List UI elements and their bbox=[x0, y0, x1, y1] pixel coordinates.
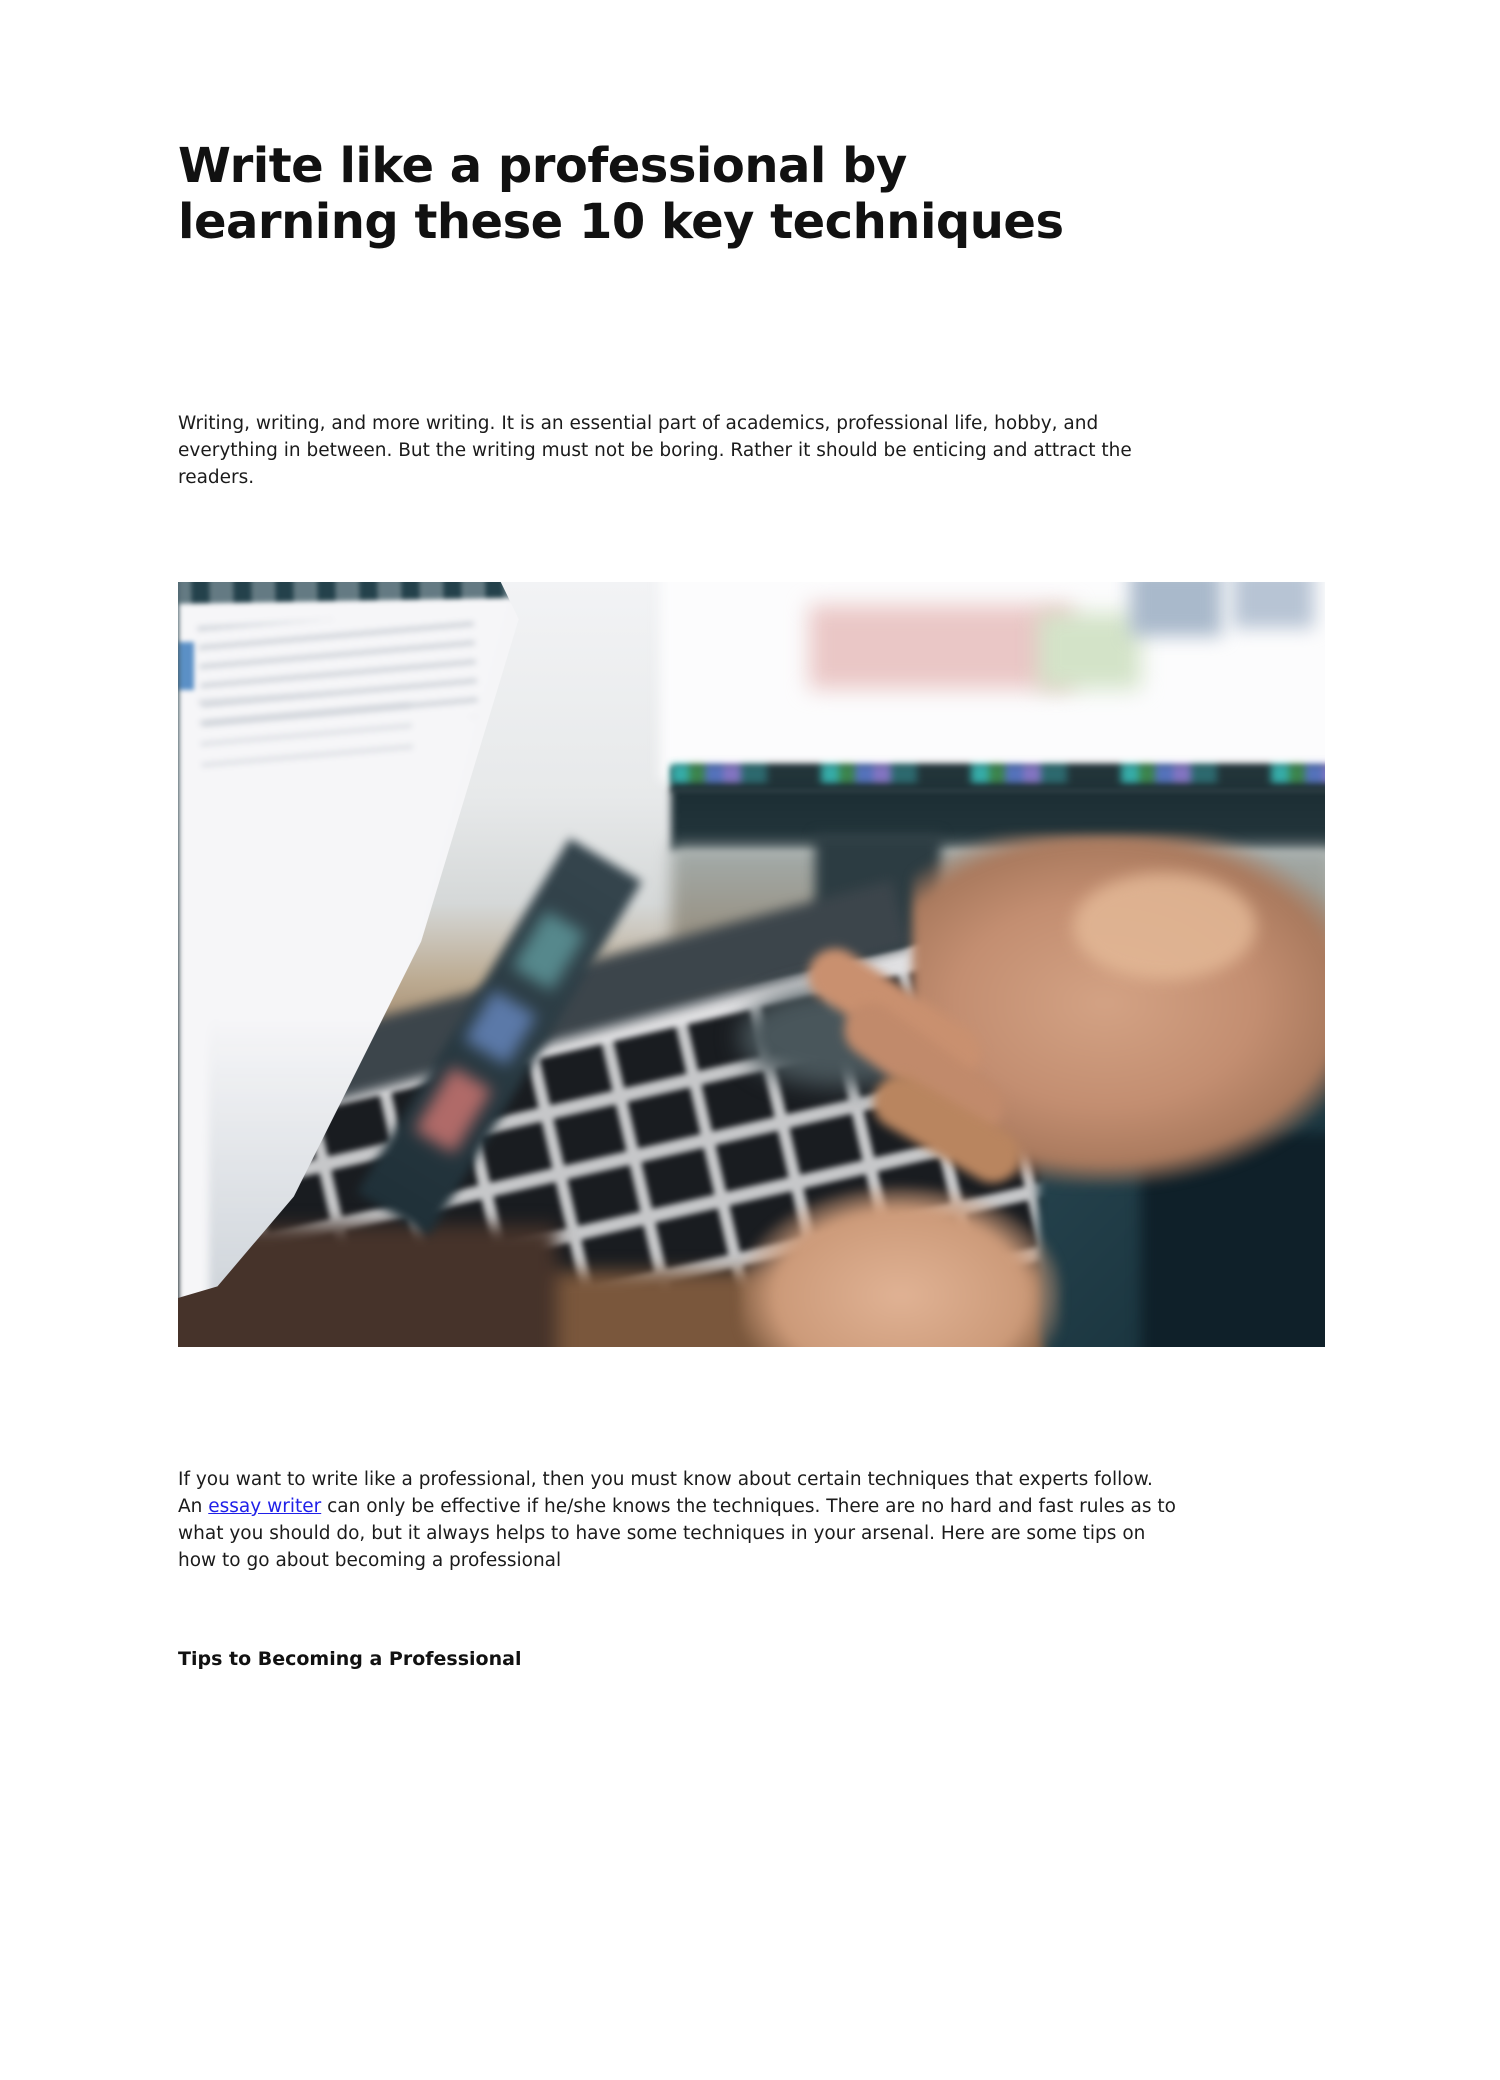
intro-paragraph bbox=[178, 410, 1325, 491]
body-paragraph-line: If you want to write like a professional, then you must know about certain techniques that experts follow. bbox=[178, 1469, 1153, 1490]
page-title-line-1: Write like a professional by bbox=[178, 138, 907, 194]
article-content bbox=[178, 138, 1325, 1673]
page-title-line-2: learning these 10 key techniques bbox=[178, 194, 1064, 250]
page-title bbox=[178, 138, 1325, 250]
photo-screen-left-bezel bbox=[178, 582, 179, 1316]
body-paragraph-text: can only be effective if he/she knows the techniques. There are no hard and fast rules as to bbox=[321, 1496, 1176, 1517]
body-paragraph bbox=[178, 1466, 1325, 1574]
photo-monitor-pink-blur bbox=[809, 605, 1073, 689]
photo-bezel-reflection bbox=[463, 990, 536, 1066]
body-paragraph-line: how to go about becoming a professional bbox=[178, 1550, 562, 1571]
photo-bezel-reflection bbox=[414, 1067, 492, 1155]
section-subheading: Tips to Becoming a Professional bbox=[178, 1648, 522, 1670]
body-paragraph-line bbox=[178, 1493, 1325, 1520]
intro-paragraph-line: Writing, writing, and more writing. It is an essential part of academics, professional life, hobby, and bbox=[178, 413, 1099, 434]
article-image bbox=[178, 582, 1325, 1347]
photo-screen-menubar bbox=[178, 582, 515, 604]
photo-taskbar-icons bbox=[671, 764, 1325, 784]
intro-paragraph-line: readers. bbox=[178, 467, 255, 488]
body-paragraph-text: An bbox=[178, 1496, 209, 1517]
photo-monitor-window-blur bbox=[1130, 582, 1222, 636]
photo-screen-text-blur bbox=[199, 689, 415, 775]
photo-monitor-window-blur bbox=[1233, 582, 1313, 628]
intro-paragraph-line: everything in between. But the writing must not be boring. Rather it should be enticing and attract the bbox=[178, 440, 1132, 461]
body-paragraph-line: what you should do, but it always helps to have some techniques in your arsenal. Here are some tips on bbox=[178, 1523, 1146, 1544]
document-page bbox=[0, 138, 1500, 2080]
photo-bezel-reflection bbox=[512, 911, 586, 991]
photo-monitor-green-blur bbox=[1038, 613, 1141, 690]
essay-writer-link[interactable]: essay writer bbox=[208, 1496, 322, 1517]
photo-screen-blue-button bbox=[178, 642, 194, 691]
photo-hand-highlight bbox=[1073, 873, 1257, 980]
